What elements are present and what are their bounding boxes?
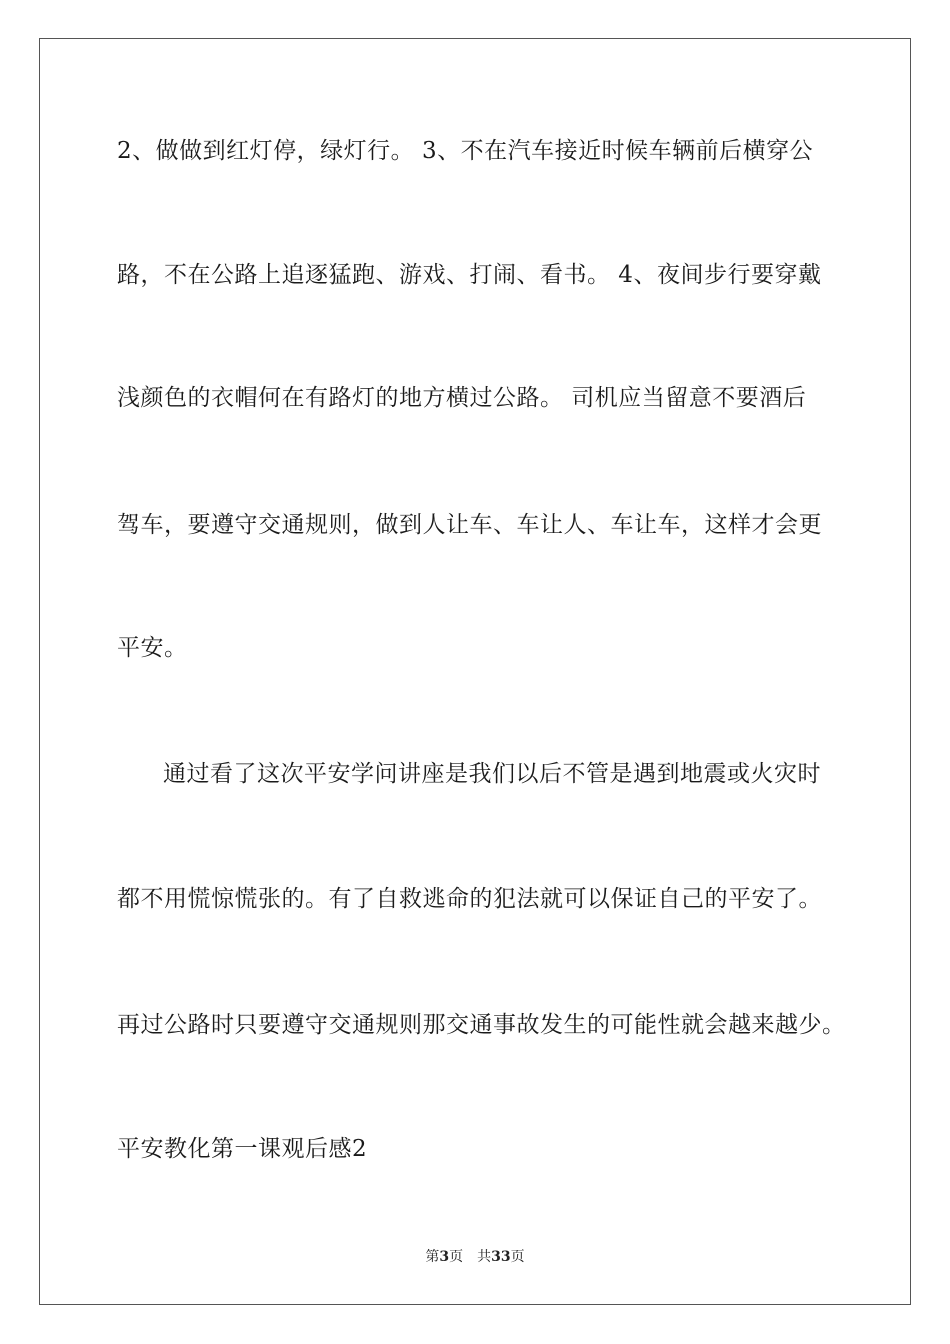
total-pages-number: 33 xyxy=(491,1249,511,1265)
body-line-4: 驾车，要遵守交通规则，做到人让车、车让人、车让车，这样才会更 xyxy=(117,512,822,538)
total-prefix: 共 xyxy=(477,1249,492,1265)
current-page-number: 3 xyxy=(439,1249,450,1265)
page-suffix: 页 xyxy=(449,1249,464,1265)
body-line-2: 路，不在公路上追逐猛跑、游戏、打闹、看书。 4、夜间步行要穿戴 xyxy=(117,262,822,288)
body-line-3: 浅颜色的衣帽何在有路灯的地方横过公路。 司机应当留意不要酒后 xyxy=(117,385,807,411)
paragraph-2-line-1: 通过看了这次平安学问讲座是我们以后不管是遇到地震或火灾时 xyxy=(163,761,821,787)
body-line-1: 2、做做到红灯停，绿灯行。 3、不在汽车接近时候车辆前后横穿公 xyxy=(117,138,814,164)
page-footer xyxy=(0,1248,950,1266)
page-prefix: 第 xyxy=(425,1249,440,1265)
section-heading: 平安教化第一课观后感2 xyxy=(117,1136,368,1162)
paragraph-2-line-3: 再过公路时只要遵守交通规则那交通事故发生的可能性就会越来越少。 xyxy=(117,1012,846,1038)
page-border xyxy=(39,38,911,1305)
total-suffix: 页 xyxy=(510,1249,525,1265)
body-line-5: 平安。 xyxy=(117,635,188,661)
paragraph-2-line-2: 都不用慌惊慌张的。有了自救逃命的犯法就可以保证自己的平安了。 xyxy=(117,886,822,912)
